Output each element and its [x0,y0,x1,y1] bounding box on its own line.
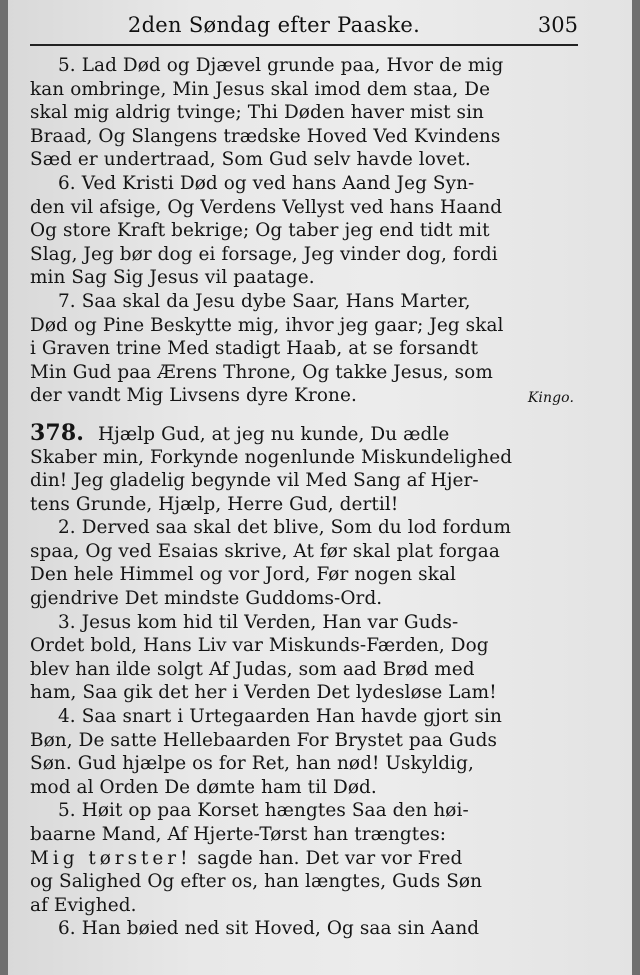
text-line: baarne Mand, Af Hjerte-Tørst han trængtes: [30,824,447,845]
text-line: gjendrive Det mindste Guddoms-Ord. [30,588,383,610]
text-line: ham, Saa gik det her i Verden Det lydesløse Lam! [30,682,497,704]
text-line: blev han ilde solgt Af Judas, som aad Brød med [30,658,475,680]
page-number: 305 [537,13,578,37]
page-header [30,10,578,42]
text-line: skal mig aldrig tvinge; Thi Døden haver mist sin [30,102,485,124]
text-line: 5. Høit op paa Korset hængtes Saa den høi- [58,800,469,822]
text-line: spaa, Og ved Esaias skrive, At før skal plat forgaa [30,540,500,562]
text-line: tens Grunde, Hjælp, Herre Gud, dertil! [30,493,399,515]
text-line: Braad, Og Slangens trædske Hoved Ved Kvindens [30,125,501,147]
line-text: der vandt Mig Livsens dyre Krone. [30,385,357,407]
emphasized-text: Mig tørster! [30,847,192,869]
text-line: 3. Jesus kom hid til Verden, Han var Guds- [58,611,459,633]
text-line: 6. Han bøied ned sit Hoved, Og saa sin Aand [58,918,480,940]
text-line: Skaber min, Forkynde nogenlunde Miskundelighed [30,446,513,468]
author-attribution: Kingo. [527,390,574,407]
text-line: din! Jeg gladelig begynde vil Med Sang af Hjer- [30,470,479,492]
running-title: 2den Søndag efter Paaske. [127,13,421,37]
text-line [30,847,578,871]
line-text: sagde han. Det var vor Fred [191,847,463,869]
text-line: 4. Saa snart i Urtegaarden Han havde gjort sin [58,706,502,728]
hymn-number: 378. [30,421,84,446]
text-line: 5. Lad Død og Djævel grunde paa, Hvor de mig [58,55,504,76]
text-line [30,384,578,408]
text-line: og Salighed Og efter os, han længtes, Guds Søn [30,871,483,893]
text-line: af Evighed. [30,894,137,916]
hymn-heading-line [30,422,578,446]
hymn-text [30,54,578,941]
text-line: i Graven trine Med stadigt Haab, at se forsandt [30,338,479,360]
text-line: den vil afsige, Og Verdens Vellyst ved hans Haand [30,196,503,218]
text-line: mod al Orden De dømte ham til Død. [30,776,377,798]
text-line: kan ombringe, Min Jesus skal imod dem staa, De [30,78,491,100]
text-line: Slag, Jeg bør dog ei forsage, Jeg vinder dog, fordi [30,243,498,265]
line-text: Hjælp Gud, at jeg nu kunde, Du ædle [97,423,450,445]
text-line: min Sag Sig Jesus vil paatage. [30,267,315,289]
text-line: Ordet bold, Hans Liv var Miskunds-Færden, Dog [30,635,489,657]
text-line: Den hele Himmel og vor Jord, Før nogen skal [30,564,457,586]
header-rule [30,44,578,46]
text-line: Min Gud paa Ærens Throne, Og takke Jesus, som [30,361,493,383]
text-line: Søn. Gud hjælpe os for Ret, han nød! Uskyldig, [30,753,474,775]
text-line: Bøn, De satte Hellebaarden For Brystet paa Guds [30,729,498,751]
book-page [8,0,632,975]
text-line: Død og Pine Beskytte mig, ihvor jeg gaar; Jeg skal [30,314,504,336]
text-line: Sæd er undertraad, Som Gud selv havde lovet. [30,149,471,171]
text-line: 2. Derved saa skal det blive, Som du lod fordum [58,517,511,539]
text-line: Og store Kraft bekrige; Og taber jeg end tidt mit [30,220,490,242]
text-line: 6. Ved Kristi Død og ved hans Aand Jeg Syn- [58,172,475,194]
text-line: 7. Saa skal da Jesu dybe Saar, Hans Marter, [58,290,471,312]
